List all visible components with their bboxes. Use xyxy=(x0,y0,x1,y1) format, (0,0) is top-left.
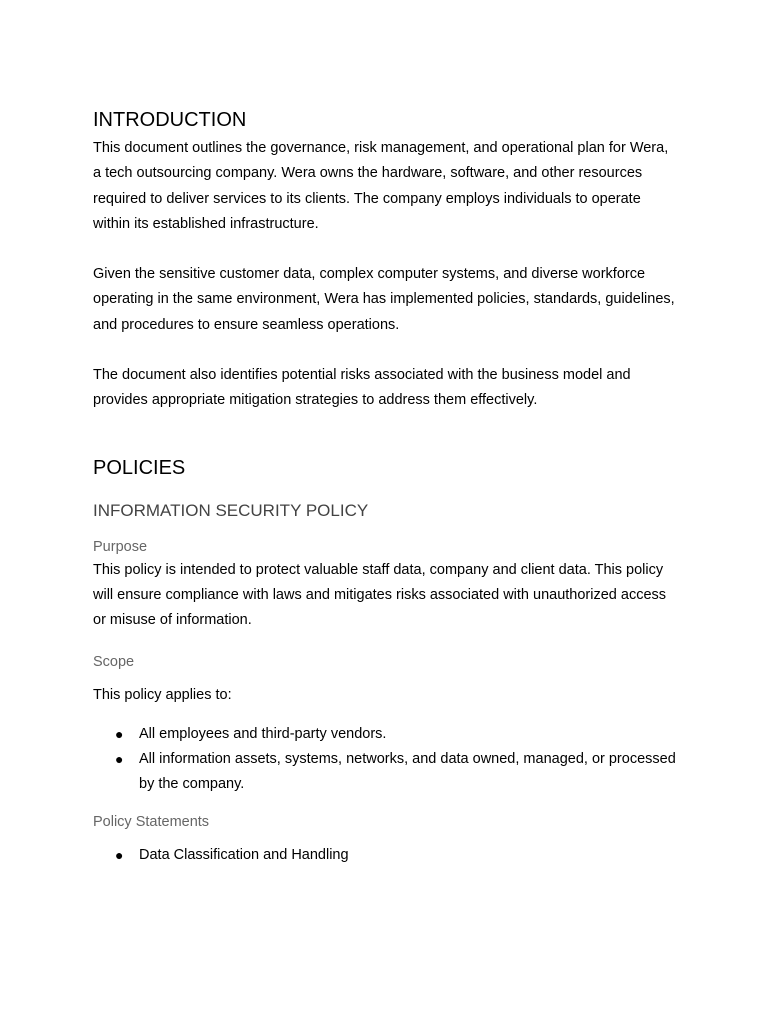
document-body xyxy=(93,106,678,868)
policies-heading: POLICIES xyxy=(93,456,186,479)
introduction-paragraph-1: This document outlines the governance, risk management, and operational plan for Wera, a tech outsourcing company. Wera owns the hardware, software, and other resources required to deliver services to its clients. The company employs individuals to operate within its established infrastructure. xyxy=(93,140,669,232)
policy-statements-heading: Policy Statements xyxy=(93,813,210,830)
scope-item-text: All information assets, systems, networks, and data owned, managed, or processed by the company. xyxy=(139,751,676,793)
purpose-text: This policy is intended to protect valuable staff data, company and client data. This policy will ensure compliance with laws and mitigates risks associated with unauthorized access or misuse of information. xyxy=(93,561,667,629)
scope-list xyxy=(93,722,678,798)
introduction-heading: INTRODUCTION xyxy=(93,109,247,131)
statement-item-text: Data Classification and Handling xyxy=(139,846,349,863)
purpose-heading: Purpose xyxy=(93,538,148,555)
info-security-policy-heading: INFORMATION SECURITY POLICY xyxy=(93,500,369,520)
policy-statements-list xyxy=(93,843,678,868)
bullet-icon: ● xyxy=(115,846,124,863)
scope-heading: Scope xyxy=(93,653,135,670)
list-item xyxy=(93,722,678,747)
scope-intro: This policy applies to: xyxy=(93,686,232,703)
introduction-paragraph-2: Given the sensitive customer data, complex computer systems, and diverse workforce operating in the same environment, Wera has implemented policies, standards, guidelines, and procedures to ensure seamless operations. xyxy=(93,266,675,333)
scope-item-text: All employees and third-party vendors. xyxy=(139,725,387,742)
introduction-paragraph-3: The document also identifies potential risks associated with the business model and provides appropriate mitigation strategies to address them effectively. xyxy=(93,367,631,409)
bullet-icon: ● xyxy=(115,751,124,768)
list-item xyxy=(93,747,678,798)
bullet-icon: ● xyxy=(115,725,124,742)
list-item xyxy=(93,843,678,868)
